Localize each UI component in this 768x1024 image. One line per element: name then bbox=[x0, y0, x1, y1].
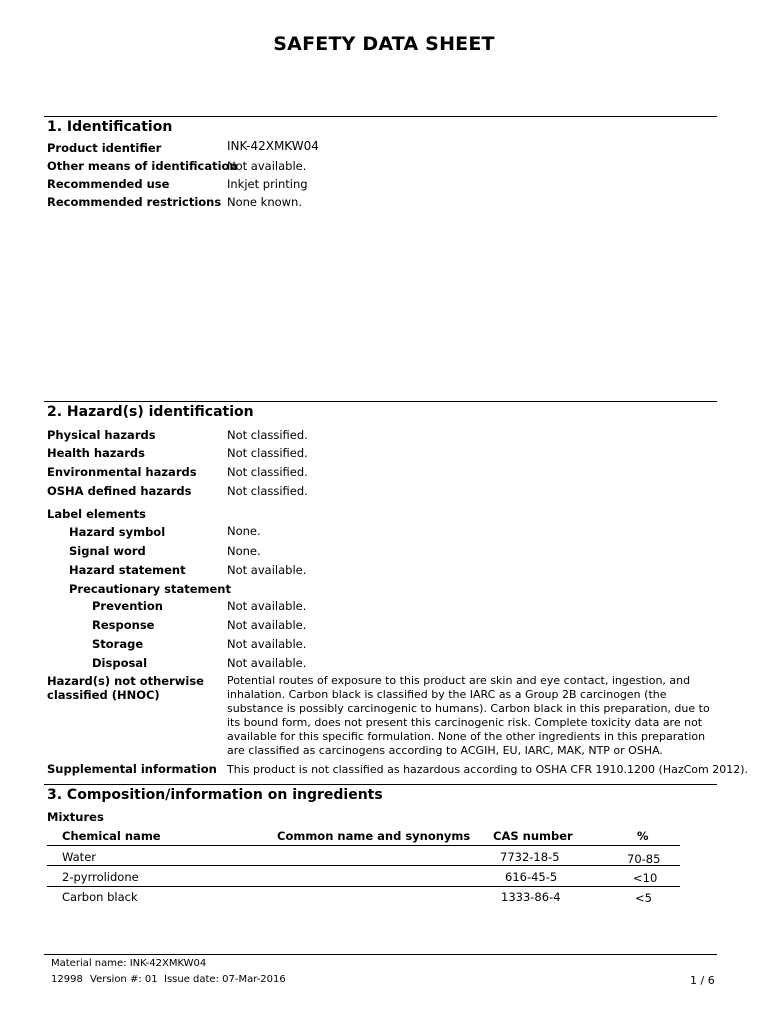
field-label-other-means: Other means of identification bbox=[47, 159, 238, 173]
field-label-product-identifier: Product identifier bbox=[47, 141, 162, 155]
table-cell-percent: <10 bbox=[633, 871, 658, 885]
field-label-environmental-hazards: Environmental hazards bbox=[47, 465, 197, 479]
field-value-recommended-restrictions: None known. bbox=[227, 195, 302, 209]
column-header-cas-number: CAS number bbox=[493, 829, 573, 843]
field-label-response: Response bbox=[92, 618, 155, 632]
field-value-signal-word: None. bbox=[227, 544, 261, 558]
field-label-recommended-restrictions: Recommended restrictions bbox=[47, 195, 222, 209]
section-divider bbox=[44, 784, 717, 785]
field-label-health-hazards: Health hazards bbox=[47, 446, 145, 460]
field-value-other-means: Not available. bbox=[227, 159, 307, 173]
field-label-osha-defined-hazards: OSHA defined hazards bbox=[47, 484, 192, 498]
field-label-hazard-statement: Hazard statement bbox=[69, 563, 186, 577]
footer-page-number: 1 / 6 bbox=[690, 974, 715, 987]
table-cell-percent: 70-85 bbox=[627, 852, 661, 866]
field-value-disposal: Not available. bbox=[227, 656, 307, 670]
field-label-physical-hazards: Physical hazards bbox=[47, 428, 156, 442]
field-label-signal-word: Signal word bbox=[69, 544, 146, 558]
column-header-percent: % bbox=[637, 829, 649, 843]
table-row-rule bbox=[47, 865, 680, 866]
label-elements-heading: Label elements bbox=[47, 507, 146, 521]
precautionary-statement-heading: Precautionary statement bbox=[69, 582, 231, 596]
field-value-hazard-statement: Not available. bbox=[227, 563, 307, 577]
mixtures-heading: Mixtures bbox=[47, 810, 104, 824]
field-label-prevention: Prevention bbox=[92, 599, 163, 613]
document-title: SAFETY DATA SHEET bbox=[273, 33, 495, 55]
footer-version: Version #: 01 bbox=[90, 974, 158, 985]
field-value-response: Not available. bbox=[227, 618, 307, 632]
column-header-chemical-name: Chemical name bbox=[62, 829, 161, 843]
table-cell-cas-number: 1333-86-4 bbox=[501, 890, 561, 904]
field-label-supplemental-information: Supplemental information bbox=[47, 762, 217, 776]
field-label-disposal: Disposal bbox=[92, 656, 148, 670]
field-value-hazard-symbol: None. bbox=[227, 524, 261, 538]
field-label-recommended-use: Recommended use bbox=[47, 177, 170, 191]
section-heading-identification: 1. Identification bbox=[47, 119, 173, 135]
section-divider bbox=[44, 401, 717, 402]
section-divider bbox=[44, 116, 717, 117]
field-label-hnoc-line1: Hazard(s) not otherwise bbox=[47, 674, 204, 688]
footer-document-number: 12998 bbox=[51, 974, 83, 985]
field-label-storage: Storage bbox=[92, 637, 144, 651]
field-value-supplemental-information: This product is not classified as hazardous according to OSHA CFR 1910.1200 (HazCom 2012). bbox=[227, 763, 749, 776]
field-label-hnoc-line2: classified (HNOC) bbox=[47, 688, 160, 702]
field-value-recommended-use: Inkjet printing bbox=[227, 177, 308, 191]
footer-divider bbox=[44, 954, 717, 955]
field-value-health-hazards: Not classified. bbox=[227, 446, 308, 460]
field-value-environmental-hazards: Not classified. bbox=[227, 465, 308, 479]
table-cell-chemical-name: Carbon black bbox=[62, 890, 138, 904]
table-row-rule bbox=[47, 886, 680, 887]
table-cell-chemical-name: 2-pyrrolidone bbox=[62, 870, 139, 884]
field-label-hazard-symbol: Hazard symbol bbox=[69, 525, 166, 539]
table-cell-cas-number: 616-45-5 bbox=[505, 870, 558, 884]
field-value-product-identifier: INK-42XMKW04 bbox=[227, 139, 319, 153]
field-value-physical-hazards: Not classified. bbox=[227, 428, 308, 442]
footer-issue-date: Issue date: 07-Mar-2016 bbox=[164, 974, 286, 985]
table-cell-cas-number: 7732-18-5 bbox=[500, 850, 560, 864]
table-header-rule bbox=[47, 845, 680, 846]
column-header-common-name: Common name and synonyms bbox=[277, 829, 471, 843]
table-cell-percent: <5 bbox=[635, 891, 652, 905]
table-cell-chemical-name: Water bbox=[62, 850, 96, 864]
section-heading-hazard-identification: 2. Hazard(s) identification bbox=[47, 404, 254, 420]
field-value-prevention: Not available. bbox=[227, 599, 307, 613]
field-value-hnoc: Potential routes of exposure to this product are skin and eye contact, ingestion, and inhalation. Carbon black is classified by the IARC as a Group 2B carcinogen (the substance is possibly carcinogenic to humans). Carbon black in this preparation, due to its bound form, does not present this carcinogenic risk. Complete toxicity data are not available for this specific formulation. None of the other ingredients in this preparation are classified as carcinogens according to ACGIH, EU, IARC, MAK, NTP or OSHA. bbox=[227, 674, 710, 757]
field-value-storage: Not available. bbox=[227, 637, 307, 651]
section-heading-composition: 3. Composition/information on ingredients bbox=[47, 787, 383, 803]
footer-material-name: Material name: INK-42XMKW04 bbox=[51, 958, 207, 969]
field-value-osha-defined-hazards: Not classified. bbox=[227, 484, 308, 498]
